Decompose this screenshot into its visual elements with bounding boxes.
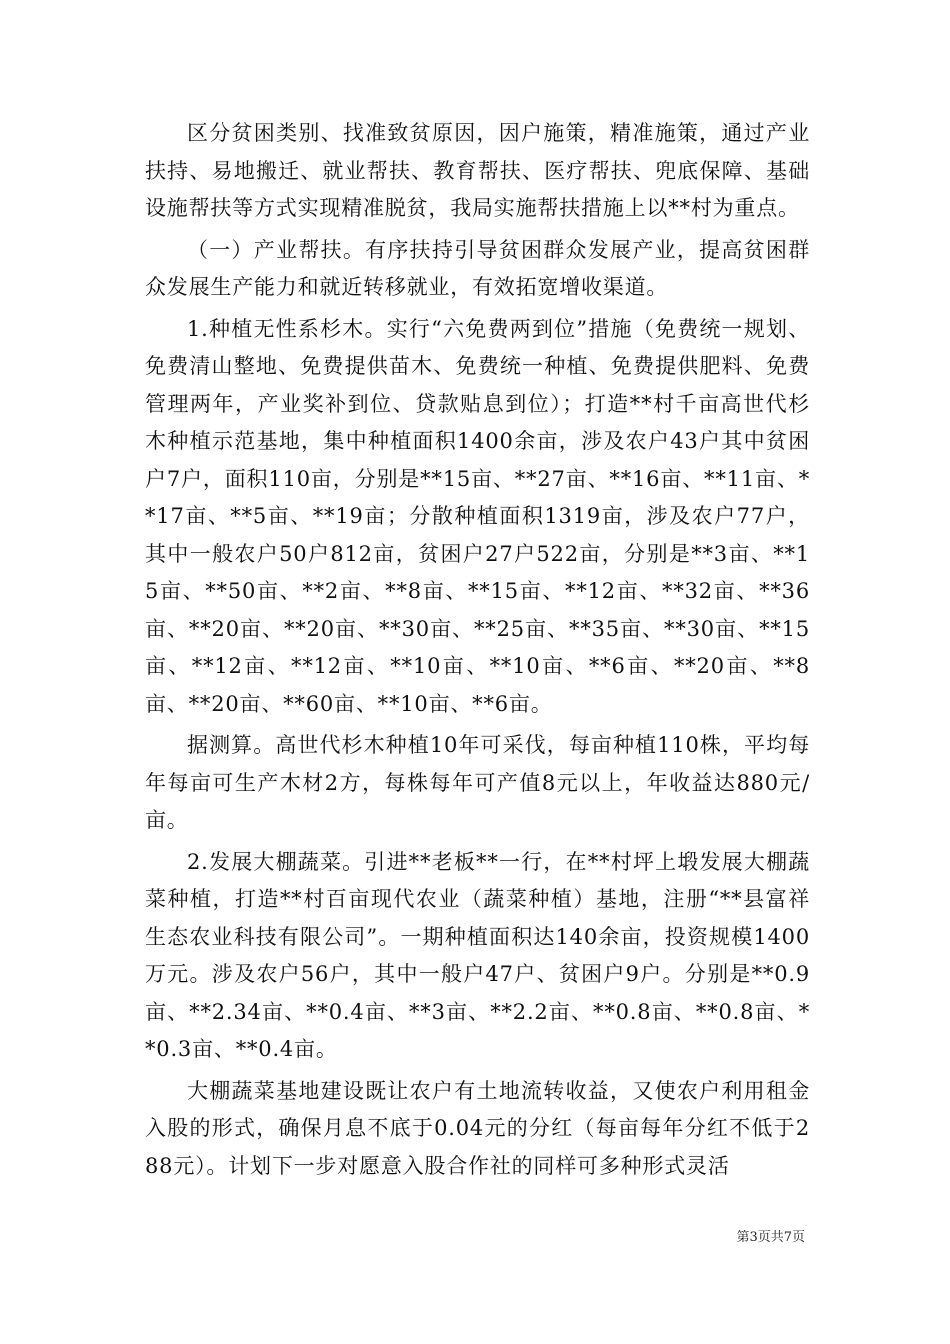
paragraph-industry-support: （一）产业帮扶。有序扶持引导贫困群众发展产业，提高贫困群众发展生产能力和就近转移就业，有效拓宽增收渠道。	[145, 237, 810, 299]
paragraph-greenhouse-benefits: 大棚蔬菜基地建设既让农户有土地流转收益，又使农户利用租金入股的形式，确保月息不底于0.04元的分红（每亩每年分红不低于288元）。计划下一步对愿意入股合作社的同样可多种形式灵活	[145, 1078, 810, 1178]
document-body	[145, 115, 810, 1189]
paragraph-fir-estimate: 据测算。高世代杉木种植10年可采伐，每亩种植110株，平均每年每亩可生产木材2方，每株每年可产值8元以上，年收益达880元/亩。	[145, 733, 810, 832]
page-number-footer: 第3页共7页	[736, 1230, 805, 1245]
paragraph-greenhouse-vegetables: 2.发展大棚蔬菜。引进**老板**一行，在**村坪上塅发展大棚蔬菜种植，打造**村百亩现代农业（蔬菜种植）基地，注册“**县富祥生态农业科技有限公司”。一期种植面积达140余亩，投资规模1400万元。涉及农户56户，其中一般户47户、贫困户9户。分别是**0.9亩、**2.34亩、**0.4亩、**3亩、**2.2亩、**0.8亩、**0.8亩、**0.3亩、**0.4亩。	[145, 849, 810, 1061]
paragraph-fir-planting: 1.种植无性系杉木。实行“六免费两到位”措施（免费统一规划、免费清山整地、免费提供苗木、免费统一种植、免费提供肥料、免费管理两年，产业奖补到位、贷款贴息到位）；打造**村千亩高世代杉木种植示范基地，集中种植面积1400余亩，涉及农户43户其中贫困户7户，面积110亩，分别是**15亩、**27亩、**16亩、**11亩、**17亩、**5亩、**19亩；分散种植面积1319亩，涉及农户77户，其中一般农户50户812亩，贫困户27户522亩，分别是**3亩、**15亩、**50亩、**2亩、**8亩、**15亩、**12亩、**32亩、**36亩、**20亩、**20亩、**30亩、**25亩、**35亩、**30亩、**15亩、**12亩、**12亩、**10亩、**10亩、**6亩、**20亩、**8亩、**20亩、**60亩、**10亩、**6亩。	[145, 316, 810, 716]
paragraph-intro: 区分贫困类别、找准致贫原因，因户施策，精准施策，通过产业扶持、易地搬迁、就业帮扶、教育帮扶、医疗帮扶、兜底保障、基础设施帮扶等方式实现精准脱贫，我局实施帮扶措施上以**村为重点。	[145, 121, 810, 220]
